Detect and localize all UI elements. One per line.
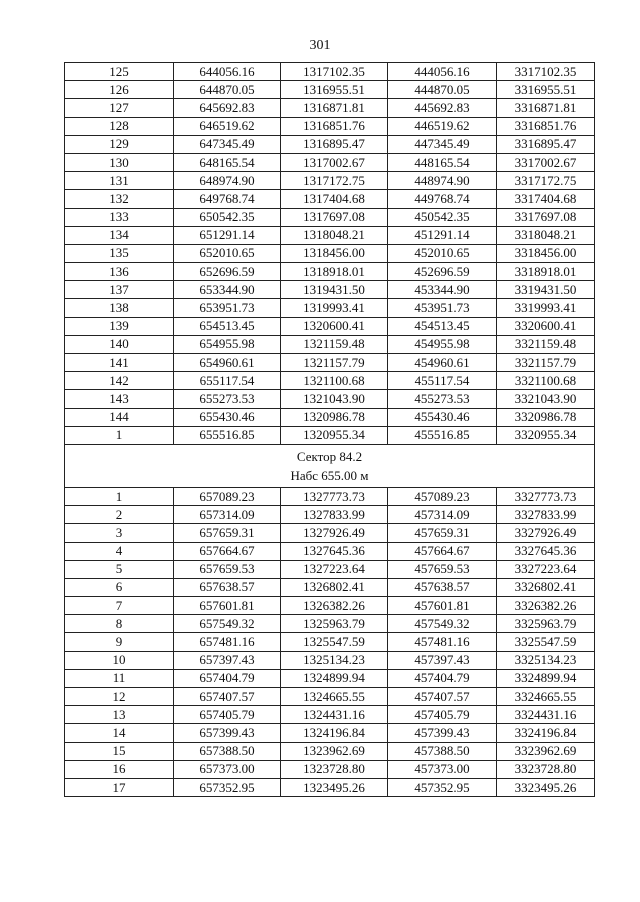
y-coordinate-cell: 1318918.01 <box>281 263 388 281</box>
y-local-cell: 3324431.16 <box>497 706 595 724</box>
y-local-cell: 3317102.35 <box>497 63 595 81</box>
x-local-cell: 454955.98 <box>388 335 497 353</box>
x-coordinate-cell: 655516.85 <box>174 426 281 444</box>
x-local-cell: 455430.46 <box>388 408 497 426</box>
table-row <box>65 226 595 244</box>
sector-height: Набс 655.00 м <box>290 467 369 483</box>
x-local-cell: 449768.74 <box>388 190 497 208</box>
x-local-cell: 455516.85 <box>388 426 497 444</box>
table-row <box>65 281 595 299</box>
point-number-cell: 5 <box>65 560 174 578</box>
x-local-cell: 457407.57 <box>388 688 497 706</box>
x-local-cell: 445692.83 <box>388 99 497 117</box>
y-coordinate-cell: 1321100.68 <box>281 372 388 390</box>
y-local-cell: 3326802.41 <box>497 578 595 596</box>
table-row <box>65 81 595 99</box>
x-coordinate-cell: 657481.16 <box>174 633 281 651</box>
y-coordinate-cell: 1316895.47 <box>281 135 388 153</box>
y-coordinate-cell: 1317404.68 <box>281 190 388 208</box>
y-local-cell: 3320986.78 <box>497 408 595 426</box>
x-local-cell: 444056.16 <box>388 63 497 81</box>
y-local-cell: 3324196.84 <box>497 724 595 742</box>
table-row <box>65 263 595 281</box>
y-local-cell: 3318918.01 <box>497 263 595 281</box>
point-number-cell: 3 <box>65 524 174 542</box>
x-coordinate-cell: 650542.35 <box>174 208 281 226</box>
point-number-cell: 139 <box>65 317 174 335</box>
table-row <box>65 190 595 208</box>
x-coordinate-cell: 647345.49 <box>174 135 281 153</box>
sector-header-row <box>65 444 595 487</box>
y-coordinate-cell: 1320955.34 <box>281 426 388 444</box>
y-local-cell: 3327926.49 <box>497 524 595 542</box>
x-local-cell: 454960.61 <box>388 354 497 372</box>
x-local-cell: 457373.00 <box>388 760 497 778</box>
y-local-cell: 3326382.26 <box>497 597 595 615</box>
y-coordinate-cell: 1317172.75 <box>281 172 388 190</box>
x-coordinate-cell: 652010.65 <box>174 244 281 262</box>
y-local-cell: 3325963.79 <box>497 615 595 633</box>
y-local-cell: 3316955.51 <box>497 81 595 99</box>
point-number-cell: 143 <box>65 390 174 408</box>
table-row <box>65 317 595 335</box>
y-local-cell: 3327773.73 <box>497 487 595 505</box>
x-coordinate-cell: 644870.05 <box>174 81 281 99</box>
y-local-cell: 3319431.50 <box>497 281 595 299</box>
x-coordinate-cell: 657407.57 <box>174 688 281 706</box>
point-number-cell: 2 <box>65 506 174 524</box>
table-body-lower <box>65 487 595 796</box>
x-local-cell: 457664.67 <box>388 542 497 560</box>
y-local-cell: 3317172.75 <box>497 172 595 190</box>
y-coordinate-cell: 1323962.69 <box>281 742 388 760</box>
y-coordinate-cell: 1327645.36 <box>281 542 388 560</box>
y-local-cell: 3327645.36 <box>497 542 595 560</box>
table-row <box>65 669 595 687</box>
table-row <box>65 244 595 262</box>
x-coordinate-cell: 657601.81 <box>174 597 281 615</box>
table-row <box>65 742 595 760</box>
point-number-cell: 144 <box>65 408 174 426</box>
table-row <box>65 135 595 153</box>
point-number-cell: 1 <box>65 487 174 505</box>
x-local-cell: 451291.14 <box>388 226 497 244</box>
x-local-cell: 457638.57 <box>388 578 497 596</box>
table-row <box>65 408 595 426</box>
y-local-cell: 3321157.79 <box>497 354 595 372</box>
point-number-cell: 12 <box>65 688 174 706</box>
table-row <box>65 688 595 706</box>
point-number-cell: 130 <box>65 153 174 171</box>
y-local-cell: 3323495.26 <box>497 778 595 796</box>
x-coordinate-cell: 657664.67 <box>174 542 281 560</box>
x-coordinate-cell: 657405.79 <box>174 706 281 724</box>
point-number-cell: 137 <box>65 281 174 299</box>
table-row <box>65 99 595 117</box>
x-coordinate-cell: 654955.98 <box>174 335 281 353</box>
sector-title: Сектор 84.2 <box>296 448 363 464</box>
y-local-cell: 3325547.59 <box>497 633 595 651</box>
x-coordinate-cell: 657659.53 <box>174 560 281 578</box>
point-number-cell: 1 <box>65 426 174 444</box>
x-local-cell: 457405.79 <box>388 706 497 724</box>
y-coordinate-cell: 1316871.81 <box>281 99 388 117</box>
y-coordinate-cell: 1326802.41 <box>281 578 388 596</box>
table-row <box>65 760 595 778</box>
point-number-cell: 141 <box>65 354 174 372</box>
y-local-cell: 3318048.21 <box>497 226 595 244</box>
table-row <box>65 542 595 560</box>
table-row <box>65 724 595 742</box>
y-coordinate-cell: 1317697.08 <box>281 208 388 226</box>
y-local-cell: 3321100.68 <box>497 372 595 390</box>
y-local-cell: 3317697.08 <box>497 208 595 226</box>
y-coordinate-cell: 1325963.79 <box>281 615 388 633</box>
y-coordinate-cell: 1321159.48 <box>281 335 388 353</box>
x-coordinate-cell: 653951.73 <box>174 299 281 317</box>
y-coordinate-cell: 1324196.84 <box>281 724 388 742</box>
point-number-cell: 9 <box>65 633 174 651</box>
x-local-cell: 455273.53 <box>388 390 497 408</box>
y-local-cell: 3327833.99 <box>497 506 595 524</box>
x-local-cell: 452696.59 <box>388 263 497 281</box>
y-coordinate-cell: 1319993.41 <box>281 299 388 317</box>
y-local-cell: 3324899.94 <box>497 669 595 687</box>
y-coordinate-cell: 1317102.35 <box>281 63 388 81</box>
table-row <box>65 390 595 408</box>
table-row <box>65 578 595 596</box>
table-row <box>65 778 595 796</box>
point-number-cell: 134 <box>65 226 174 244</box>
x-local-cell: 444870.05 <box>388 81 497 99</box>
y-coordinate-cell: 1327926.49 <box>281 524 388 542</box>
y-local-cell: 3323962.69 <box>497 742 595 760</box>
y-local-cell: 3320600.41 <box>497 317 595 335</box>
x-coordinate-cell: 657638.57 <box>174 578 281 596</box>
y-local-cell: 3317404.68 <box>497 190 595 208</box>
y-local-cell: 3316871.81 <box>497 99 595 117</box>
x-local-cell: 446519.62 <box>388 117 497 135</box>
y-local-cell: 3319993.41 <box>497 299 595 317</box>
y-local-cell: 3317002.67 <box>497 153 595 171</box>
y-coordinate-cell: 1321157.79 <box>281 354 388 372</box>
table-row <box>65 597 595 615</box>
x-coordinate-cell: 648165.54 <box>174 153 281 171</box>
x-coordinate-cell: 646519.62 <box>174 117 281 135</box>
y-local-cell: 3321043.90 <box>497 390 595 408</box>
x-coordinate-cell: 655117.54 <box>174 372 281 390</box>
x-local-cell: 447345.49 <box>388 135 497 153</box>
x-local-cell: 457388.50 <box>388 742 497 760</box>
table-row <box>65 633 595 651</box>
x-coordinate-cell: 651291.14 <box>174 226 281 244</box>
y-coordinate-cell: 1318048.21 <box>281 226 388 244</box>
y-local-cell: 3325134.23 <box>497 651 595 669</box>
y-local-cell: 3316851.76 <box>497 117 595 135</box>
x-coordinate-cell: 645692.83 <box>174 99 281 117</box>
table-row <box>65 651 595 669</box>
point-number-cell: 125 <box>65 63 174 81</box>
table-row <box>65 506 595 524</box>
point-number-cell: 131 <box>65 172 174 190</box>
coordinates-table <box>64 62 595 797</box>
point-number-cell: 128 <box>65 117 174 135</box>
x-coordinate-cell: 657397.43 <box>174 651 281 669</box>
x-local-cell: 457397.43 <box>388 651 497 669</box>
x-coordinate-cell: 654960.61 <box>174 354 281 372</box>
sector-header-group <box>65 444 595 487</box>
x-local-cell: 457352.95 <box>388 778 497 796</box>
y-local-cell: 3320955.34 <box>497 426 595 444</box>
table-row <box>65 172 595 190</box>
x-local-cell: 454513.45 <box>388 317 497 335</box>
point-number-cell: 132 <box>65 190 174 208</box>
x-local-cell: 457404.79 <box>388 669 497 687</box>
table-row <box>65 354 595 372</box>
point-number-cell: 10 <box>65 651 174 669</box>
table-body-upper <box>65 63 595 445</box>
y-coordinate-cell: 1324665.55 <box>281 688 388 706</box>
y-coordinate-cell: 1327223.64 <box>281 560 388 578</box>
x-coordinate-cell: 657373.00 <box>174 760 281 778</box>
table-row <box>65 560 595 578</box>
x-coordinate-cell: 657404.79 <box>174 669 281 687</box>
x-coordinate-cell: 657388.50 <box>174 742 281 760</box>
y-local-cell: 3324665.55 <box>497 688 595 706</box>
x-coordinate-cell: 644056.16 <box>174 63 281 81</box>
table-row <box>65 426 595 444</box>
x-coordinate-cell: 657549.32 <box>174 615 281 633</box>
y-coordinate-cell: 1320600.41 <box>281 317 388 335</box>
x-local-cell: 452010.65 <box>388 244 497 262</box>
x-coordinate-cell: 657352.95 <box>174 778 281 796</box>
x-local-cell: 457601.81 <box>388 597 497 615</box>
point-number-cell: 15 <box>65 742 174 760</box>
y-coordinate-cell: 1325134.23 <box>281 651 388 669</box>
point-number-cell: 133 <box>65 208 174 226</box>
table-row <box>65 706 595 724</box>
x-local-cell: 457314.09 <box>388 506 497 524</box>
point-number-cell: 13 <box>65 706 174 724</box>
x-local-cell: 448974.90 <box>388 172 497 190</box>
point-number-cell: 6 <box>65 578 174 596</box>
y-coordinate-cell: 1316851.76 <box>281 117 388 135</box>
x-coordinate-cell: 655273.53 <box>174 390 281 408</box>
x-local-cell: 450542.35 <box>388 208 497 226</box>
table-row <box>65 487 595 505</box>
x-coordinate-cell: 657089.23 <box>174 487 281 505</box>
y-coordinate-cell: 1323728.80 <box>281 760 388 778</box>
point-number-cell: 142 <box>65 372 174 390</box>
y-local-cell: 3321159.48 <box>497 335 595 353</box>
x-local-cell: 457659.31 <box>388 524 497 542</box>
table-row <box>65 372 595 390</box>
point-number-cell: 7 <box>65 597 174 615</box>
x-coordinate-cell: 654513.45 <box>174 317 281 335</box>
point-number-cell: 127 <box>65 99 174 117</box>
y-coordinate-cell: 1318456.00 <box>281 244 388 262</box>
x-local-cell: 457481.16 <box>388 633 497 651</box>
point-number-cell: 11 <box>65 669 174 687</box>
y-coordinate-cell: 1325547.59 <box>281 633 388 651</box>
y-coordinate-cell: 1320986.78 <box>281 408 388 426</box>
page-number: 301 <box>309 38 331 53</box>
table-row <box>65 117 595 135</box>
x-coordinate-cell: 652696.59 <box>174 263 281 281</box>
y-coordinate-cell: 1317002.67 <box>281 153 388 171</box>
point-number-cell: 17 <box>65 778 174 796</box>
sector-header-cell <box>65 444 595 487</box>
point-number-cell: 8 <box>65 615 174 633</box>
y-local-cell: 3323728.80 <box>497 760 595 778</box>
x-local-cell: 457399.43 <box>388 724 497 742</box>
point-number-cell: 136 <box>65 263 174 281</box>
x-coordinate-cell: 657399.43 <box>174 724 281 742</box>
y-coordinate-cell: 1323495.26 <box>281 778 388 796</box>
table-row <box>65 153 595 171</box>
x-local-cell: 453344.90 <box>388 281 497 299</box>
table-row <box>65 299 595 317</box>
table-row <box>65 208 595 226</box>
y-local-cell: 3327223.64 <box>497 560 595 578</box>
x-coordinate-cell: 653344.90 <box>174 281 281 299</box>
x-local-cell: 457549.32 <box>388 615 497 633</box>
y-coordinate-cell: 1327833.99 <box>281 506 388 524</box>
x-local-cell: 448165.54 <box>388 153 497 171</box>
x-local-cell: 457659.53 <box>388 560 497 578</box>
point-number-cell: 140 <box>65 335 174 353</box>
x-coordinate-cell: 649768.74 <box>174 190 281 208</box>
x-local-cell: 453951.73 <box>388 299 497 317</box>
x-coordinate-cell: 655430.46 <box>174 408 281 426</box>
x-coordinate-cell: 657314.09 <box>174 506 281 524</box>
x-coordinate-cell: 648974.90 <box>174 172 281 190</box>
point-number-cell: 129 <box>65 135 174 153</box>
point-number-cell: 4 <box>65 542 174 560</box>
y-coordinate-cell: 1321043.90 <box>281 390 388 408</box>
point-number-cell: 14 <box>65 724 174 742</box>
y-coordinate-cell: 1324899.94 <box>281 669 388 687</box>
y-local-cell: 3316895.47 <box>497 135 595 153</box>
y-coordinate-cell: 1319431.50 <box>281 281 388 299</box>
point-number-cell: 135 <box>65 244 174 262</box>
x-local-cell: 457089.23 <box>388 487 497 505</box>
x-local-cell: 455117.54 <box>388 372 497 390</box>
point-number-cell: 126 <box>65 81 174 99</box>
y-coordinate-cell: 1326382.26 <box>281 597 388 615</box>
y-coordinate-cell: 1327773.73 <box>281 487 388 505</box>
point-number-cell: 16 <box>65 760 174 778</box>
x-coordinate-cell: 657659.31 <box>174 524 281 542</box>
point-number-cell: 138 <box>65 299 174 317</box>
y-coordinate-cell: 1324431.16 <box>281 706 388 724</box>
y-coordinate-cell: 1316955.51 <box>281 81 388 99</box>
table-row <box>65 615 595 633</box>
table-row <box>65 524 595 542</box>
table-row <box>65 335 595 353</box>
table-row <box>65 63 595 81</box>
y-local-cell: 3318456.00 <box>497 244 595 262</box>
